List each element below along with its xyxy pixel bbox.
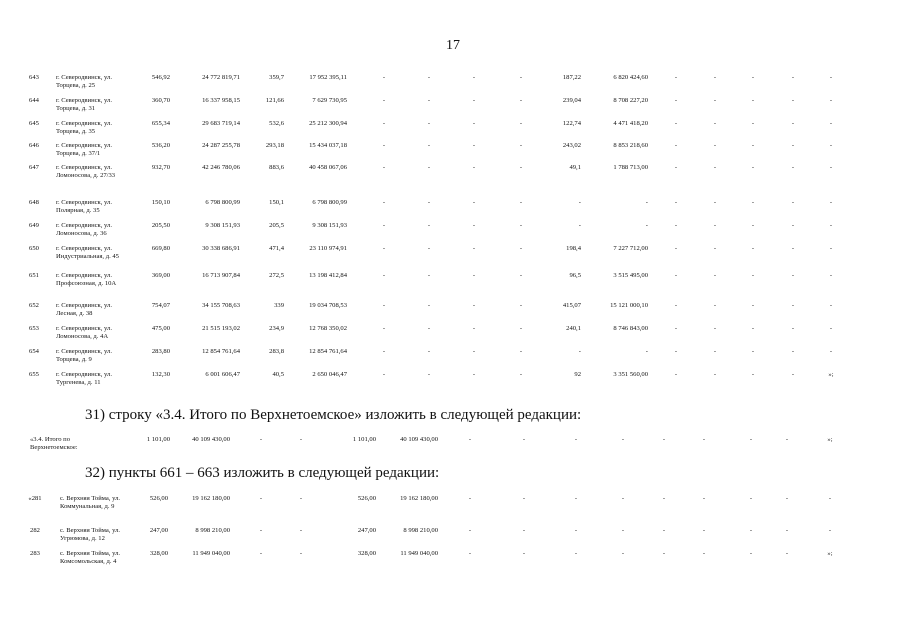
cost-total: 6 798 800,99	[205, 199, 240, 206]
empty-value: -	[382, 222, 386, 229]
cost-total: 29 683 719,14	[202, 120, 240, 127]
empty-value: -	[751, 245, 755, 252]
empty-value: -	[299, 436, 303, 443]
empty-value: -	[574, 550, 578, 557]
empty-value: -	[785, 436, 789, 443]
empty-value: -	[791, 272, 795, 279]
area-total: 283,80	[151, 348, 170, 355]
amendment-31-heading: 31) строку «3.4. Итого по Верхнетоемское» изложить в следующей редакции:	[85, 407, 582, 423]
empty-value: -	[259, 436, 263, 443]
empty-value: -	[382, 120, 386, 127]
area-total: 369,00	[151, 272, 170, 279]
area-part: 121,66	[265, 97, 284, 104]
empty-value: -	[829, 302, 833, 309]
empty-value: -	[674, 222, 678, 229]
empty-value: -	[791, 74, 795, 81]
area-total: 247,00	[149, 527, 168, 534]
empty-value: -	[519, 120, 523, 127]
empty-value: -	[749, 436, 753, 443]
address-cell: г. Северодвинск, ул. Ломоносова, д. 36	[56, 222, 112, 237]
row-number: 649	[29, 222, 39, 229]
empty-value: -	[713, 142, 717, 149]
empty-value: -	[749, 527, 753, 534]
address-cell: г. Северодвинск, ул. Торцева, д. 25	[56, 74, 112, 89]
cost-part: 8 998 210,00	[403, 527, 438, 534]
cost-other: -	[645, 348, 648, 355]
empty-value: -	[472, 272, 476, 279]
cost-other: 8 708 227,20	[613, 97, 648, 104]
area-part: 471,4	[269, 245, 284, 252]
empty-value: -	[427, 245, 431, 252]
empty-value: -	[468, 527, 472, 534]
empty-value: -	[468, 550, 472, 557]
empty-value: -	[427, 272, 431, 279]
cost-total: 42 246 780,06	[202, 164, 240, 171]
area-total: 546,92	[151, 74, 170, 81]
row-number: 645	[29, 120, 39, 127]
area-total: 655,34	[151, 120, 170, 127]
empty-value: -	[519, 199, 523, 206]
area-part: 40,5	[272, 371, 284, 378]
empty-value: -	[382, 74, 386, 81]
empty-value: -	[427, 222, 431, 229]
area-part: 1 101,00	[352, 436, 376, 443]
empty-value: -	[574, 495, 578, 502]
empty-value: -	[674, 142, 678, 149]
empty-value: -	[299, 527, 303, 534]
total-label: «3.4. Итого по Верхнетоемское:	[30, 436, 78, 451]
empty-value: -	[829, 325, 833, 332]
area-total: 1 101,00	[146, 436, 170, 443]
empty-value: -	[519, 325, 523, 332]
empty-value: -	[713, 164, 717, 171]
area-other: 49,1	[569, 164, 581, 171]
cost-part: 15 434 037,18	[309, 142, 347, 149]
cost-part: 40 458 067,06	[309, 164, 347, 171]
empty-value: -	[519, 142, 523, 149]
row-number: 282	[30, 527, 40, 534]
row-number: 652	[29, 302, 39, 309]
empty-value: -	[751, 199, 755, 206]
empty-value: -	[674, 74, 678, 81]
cost-total: 19 162 180,00	[192, 495, 230, 502]
empty-value: -	[259, 495, 263, 502]
empty-value: -	[674, 348, 678, 355]
area-total: 754,07	[151, 302, 170, 309]
empty-value: -	[713, 325, 717, 332]
empty-value: -	[751, 222, 755, 229]
area-part: 532,6	[269, 120, 284, 127]
cost-total: 30 338 686,91	[202, 245, 240, 252]
empty-value: -	[674, 97, 678, 104]
empty-value: -	[621, 527, 625, 534]
empty-value: -	[829, 97, 833, 104]
empty-value: -	[751, 348, 755, 355]
empty-value: -	[829, 245, 833, 252]
empty-value: -	[519, 97, 523, 104]
empty-value: -	[713, 222, 717, 229]
cost-part: 9 308 151,93	[312, 222, 347, 229]
empty-value: -	[519, 74, 523, 81]
area-part: 234,9	[269, 325, 284, 332]
empty-value: -	[427, 199, 431, 206]
page-number: 17	[446, 38, 460, 53]
empty-value: -	[713, 120, 717, 127]
empty-value: -	[785, 550, 789, 557]
empty-value: -	[472, 348, 476, 355]
empty-value: -	[382, 142, 386, 149]
cost-other: -	[645, 199, 648, 206]
area-other: 415,07	[562, 302, 581, 309]
cost-part: 2 650 046,47	[312, 371, 347, 378]
address-cell: г. Северодвинск, ул. Индустриальная, д. 45	[56, 245, 119, 260]
empty-value: -	[382, 245, 386, 252]
empty-value: -	[472, 120, 476, 127]
cost-total: 40 109 430,00	[192, 436, 230, 443]
cost-other: 8 853 218,60	[613, 142, 648, 149]
cost-part: 40 109 430,00	[400, 436, 438, 443]
empty-value: -	[674, 199, 678, 206]
empty-value: -	[713, 371, 717, 378]
area-part: 883,6	[269, 164, 284, 171]
table-row	[0, 436, 905, 462]
empty-value: -	[713, 245, 717, 252]
empty-value: -	[522, 436, 526, 443]
empty-value: -	[662, 495, 666, 502]
area-part: 359,7	[269, 74, 284, 81]
empty-value: -	[791, 325, 795, 332]
empty-value: -	[791, 199, 795, 206]
empty-value: -	[427, 74, 431, 81]
empty-value: -	[791, 142, 795, 149]
empty-value: -	[791, 222, 795, 229]
empty-value: -	[621, 550, 625, 557]
address-cell: г. Северодвинск, ул. Полярная, д. 35	[56, 199, 112, 214]
cost-part: 25 212 300,94	[309, 120, 347, 127]
empty-value: -	[702, 550, 706, 557]
empty-value: -	[785, 527, 789, 534]
empty-value: -	[713, 74, 717, 81]
empty-value: »;	[828, 371, 834, 378]
empty-value: -	[621, 495, 625, 502]
empty-value: -	[522, 527, 526, 534]
address-cell: г. Северодвинск, ул. Торцева, д. 31	[56, 97, 112, 112]
empty-value: -	[751, 325, 755, 332]
cost-other: -	[645, 222, 648, 229]
area-other: 239,04	[562, 97, 581, 104]
cost-other: 15 121 000,10	[610, 302, 648, 309]
row-number: 650	[29, 245, 39, 252]
empty-value: -	[427, 325, 431, 332]
area-part: 272,5	[269, 272, 284, 279]
area-other: -	[578, 348, 581, 355]
empty-value: -	[382, 302, 386, 309]
empty-value: -	[791, 302, 795, 309]
empty-value: -	[829, 272, 833, 279]
empty-value: -	[751, 302, 755, 309]
empty-value: -	[674, 371, 678, 378]
empty-value: -	[382, 97, 386, 104]
amendment-32-heading: 32) пункты 661 – 663 изложить в следующей редакции:	[85, 465, 440, 481]
empty-value: -	[382, 325, 386, 332]
area-other: 92	[574, 371, 581, 378]
empty-value: -	[427, 164, 431, 171]
cost-total: 24 772 819,71	[202, 74, 240, 81]
table-row	[0, 245, 905, 271]
cost-other: 1 788 713,00	[613, 164, 648, 171]
area-total: 360,70	[151, 97, 170, 104]
row-number: 643	[29, 74, 39, 81]
area-other: 240,1	[566, 325, 581, 332]
empty-value: -	[791, 97, 795, 104]
empty-value: -	[662, 550, 666, 557]
area-other: 243,02	[562, 142, 581, 149]
table-row	[0, 495, 905, 521]
cost-other: 4 471 418,20	[613, 120, 648, 127]
cost-part: 7 629 730,95	[312, 97, 347, 104]
empty-value: -	[713, 97, 717, 104]
empty-value: -	[662, 527, 666, 534]
address-cell: г. Северодвинск, ул. Ломоносова, д. 27/33	[56, 164, 116, 179]
empty-value: -	[713, 302, 717, 309]
cost-total: 9 308 151,93	[205, 222, 240, 229]
empty-value: -	[382, 164, 386, 171]
empty-value: -	[574, 436, 578, 443]
empty-value: -	[522, 550, 526, 557]
address-cell: г. Северодвинск, ул. Торцева, д. 35	[56, 120, 112, 135]
address-cell: г. Северодвинск, ул. Торцева, д. 9	[56, 348, 112, 363]
cost-total: 34 155 708,63	[202, 302, 240, 309]
empty-value: -	[829, 199, 833, 206]
address-cell: г. Северодвинск, ул. Профсоюзная, д. 10А	[56, 272, 117, 287]
empty-value: -	[751, 74, 755, 81]
empty-value: »;	[827, 436, 833, 443]
empty-value: -	[472, 325, 476, 332]
empty-value: -	[751, 164, 755, 171]
cost-other: 3 351 560,00	[613, 371, 648, 378]
table-row	[0, 164, 905, 190]
area-other: 96,5	[569, 272, 581, 279]
empty-value: -	[259, 527, 263, 534]
empty-value: -	[519, 164, 523, 171]
empty-value: -	[519, 371, 523, 378]
cost-total: 21 515 193,02	[202, 325, 240, 332]
row-number: 654	[29, 348, 39, 355]
area-total: 932,70	[151, 164, 170, 171]
empty-value: -	[674, 325, 678, 332]
empty-value: -	[829, 142, 833, 149]
empty-value: -	[713, 199, 717, 206]
empty-value: -	[674, 272, 678, 279]
cost-part: 13 198 412,84	[309, 272, 347, 279]
empty-value: -	[674, 164, 678, 171]
area-total: 132,30	[151, 371, 170, 378]
area-part: 339	[274, 302, 284, 309]
empty-value: -	[785, 495, 789, 502]
row-number: 653	[29, 325, 39, 332]
cost-other: 7 227 712,00	[613, 245, 648, 252]
empty-value: -	[472, 302, 476, 309]
empty-value: -	[674, 302, 678, 309]
empty-value: -	[427, 371, 431, 378]
address-cell: г. Северодвинск, ул. Торцева, д. 37/1	[56, 142, 112, 157]
cost-total: 12 854 761,64	[202, 348, 240, 355]
empty-value: -	[828, 527, 832, 534]
empty-value: -	[829, 222, 833, 229]
cost-part: 19 034 708,53	[309, 302, 347, 309]
cost-total: 8 998 210,00	[195, 527, 230, 534]
empty-value: -	[519, 302, 523, 309]
empty-value: -	[829, 164, 833, 171]
row-number: «281	[28, 495, 42, 502]
empty-value: -	[829, 120, 833, 127]
empty-value: -	[382, 371, 386, 378]
area-total: 150,10	[151, 199, 170, 206]
cost-total: 6 001 606,47	[205, 371, 240, 378]
row-number: 647	[29, 164, 39, 171]
empty-value: -	[674, 120, 678, 127]
row-number: 651	[29, 272, 39, 279]
cost-part: 6 798 800,99	[312, 199, 347, 206]
area-other: 122,74	[562, 120, 581, 127]
cost-total: 24 287 255,78	[202, 142, 240, 149]
empty-value: -	[427, 142, 431, 149]
area-part: 205,5	[269, 222, 284, 229]
empty-value: -	[791, 164, 795, 171]
area-part: 283,8	[269, 348, 284, 355]
cost-other: 6 820 424,60	[613, 74, 648, 81]
empty-value: -	[427, 97, 431, 104]
table-row	[0, 550, 905, 576]
area-part: 150,1	[269, 199, 284, 206]
address-cell: г. Северодвинск, ул. Тургенева, д. 11	[56, 371, 112, 386]
empty-value: -	[468, 436, 472, 443]
empty-value: -	[519, 272, 523, 279]
cost-total: 11 949 040,00	[192, 550, 230, 557]
area-part: 526,00	[357, 495, 376, 502]
empty-value: -	[749, 550, 753, 557]
empty-value: -	[472, 371, 476, 378]
address-cell: г. Северодвинск, ул. Лесная, д. 38	[56, 302, 112, 317]
empty-value: -	[468, 495, 472, 502]
empty-value: -	[702, 495, 706, 502]
empty-value: -	[791, 245, 795, 252]
address-cell: с. Верхняя Тойма, ул. Комсомольская, д. 4	[60, 550, 121, 565]
empty-value: -	[427, 348, 431, 355]
address-cell: г. Северодвинск, ул. Ломоносова, д. 4А	[56, 325, 112, 340]
empty-value: -	[791, 371, 795, 378]
row-number: 644	[29, 97, 39, 104]
area-part: 328,00	[357, 550, 376, 557]
empty-value: -	[472, 199, 476, 206]
empty-value: -	[574, 527, 578, 534]
empty-value: -	[519, 245, 523, 252]
row-number: 655	[29, 371, 39, 378]
empty-value: -	[829, 74, 833, 81]
empty-value: -	[472, 142, 476, 149]
empty-value: -	[662, 436, 666, 443]
empty-value: -	[382, 272, 386, 279]
area-other: -	[578, 199, 581, 206]
area-total: 669,80	[151, 245, 170, 252]
empty-value: -	[522, 495, 526, 502]
area-other: 198,4	[566, 245, 581, 252]
empty-value: -	[259, 550, 263, 557]
empty-value: -	[751, 371, 755, 378]
empty-value: -	[702, 436, 706, 443]
empty-value: -	[829, 348, 833, 355]
area-total: 205,50	[151, 222, 170, 229]
empty-value: -	[299, 495, 303, 502]
cost-part: 12 854 761,64	[309, 348, 347, 355]
empty-value: -	[751, 97, 755, 104]
empty-value: -	[791, 348, 795, 355]
empty-value: -	[751, 142, 755, 149]
table-row	[0, 272, 905, 298]
address-cell: с. Верхняя Тойма, ул. Коммунальная, д. 9	[60, 495, 121, 510]
area-other: 187,22	[562, 74, 581, 81]
empty-value: -	[519, 222, 523, 229]
cost-part: 19 162 180,00	[400, 495, 438, 502]
area-total: 536,20	[151, 142, 170, 149]
empty-value: -	[713, 272, 717, 279]
empty-value: -	[472, 245, 476, 252]
empty-value: -	[299, 550, 303, 557]
area-total: 328,00	[149, 550, 168, 557]
empty-value: -	[472, 164, 476, 171]
empty-value: -	[519, 348, 523, 355]
empty-value: -	[713, 348, 717, 355]
empty-value: -	[702, 527, 706, 534]
cost-part: 17 952 395,11	[309, 74, 347, 81]
area-part: 247,00	[357, 527, 376, 534]
empty-value: »;	[827, 550, 833, 557]
area-total: 475,00	[151, 325, 170, 332]
row-number: 283	[30, 550, 40, 557]
area-part: 293,18	[265, 142, 284, 149]
empty-value: -	[382, 199, 386, 206]
empty-value: -	[749, 495, 753, 502]
cost-part: 11 949 040,00	[400, 550, 438, 557]
empty-value: -	[472, 97, 476, 104]
cost-other: 3 515 495,00	[613, 272, 648, 279]
row-number: 648	[29, 199, 39, 206]
row-number: 646	[29, 142, 39, 149]
empty-value: -	[828, 495, 832, 502]
area-total: 526,00	[149, 495, 168, 502]
address-cell: с. Верхняя Тойма, ул. Угрюмова, д. 12	[60, 527, 121, 542]
empty-value: -	[621, 436, 625, 443]
empty-value: -	[427, 302, 431, 309]
cost-part: 23 110 974,91	[309, 245, 347, 252]
empty-value: -	[472, 222, 476, 229]
empty-value: -	[674, 245, 678, 252]
cost-total: 16 337 958,15	[202, 97, 240, 104]
empty-value: -	[751, 120, 755, 127]
table-row	[0, 371, 905, 397]
empty-value: -	[791, 120, 795, 127]
empty-value: -	[427, 120, 431, 127]
empty-value: -	[472, 74, 476, 81]
cost-part: 12 768 350,02	[309, 325, 347, 332]
area-other: -	[578, 222, 581, 229]
cost-total: 16 713 907,84	[202, 272, 240, 279]
empty-value: -	[751, 272, 755, 279]
cost-other: 8 746 843,00	[613, 325, 648, 332]
empty-value: -	[382, 348, 386, 355]
